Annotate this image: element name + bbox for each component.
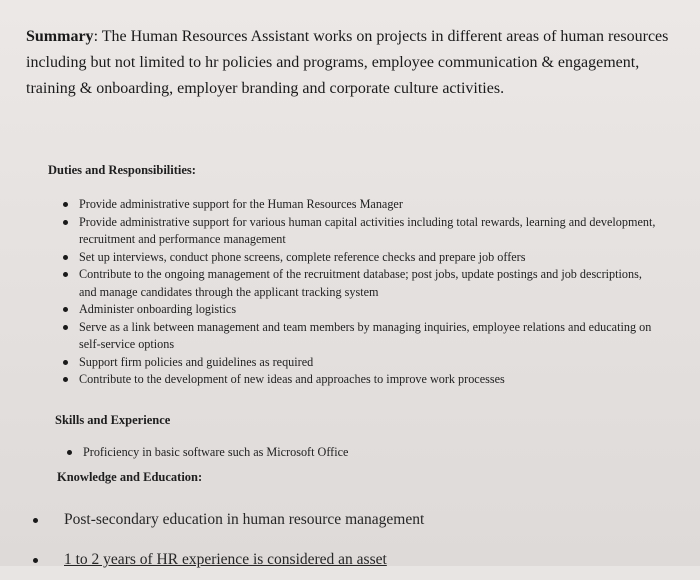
list-item: Contribute to the ongoing management of the recruitment database; post jobs, update postings and job descriptions, and manage candidates through the applicant tracking system (60, 266, 660, 301)
list-item: Set up interviews, conduct phone screens, complete reference checks and prepare job offers (60, 249, 660, 267)
education-list (30, 500, 424, 580)
list-item: Administer onboarding logistics (60, 301, 660, 319)
list-item: Serve as a link between management and team members by managing inquiries, employee relations and educating on self-service options (60, 319, 660, 354)
duties-heading: Duties and Responsibilities: (48, 163, 196, 177)
list-item: Support firm policies and guidelines as required (60, 354, 660, 372)
list-item: 1 to 2 years of HR experience is considered an asset (30, 540, 424, 580)
skills-heading: Skills and Experience (55, 413, 171, 427)
list-item: Contribute to the development of new ideas and approaches to improve work processes (60, 371, 660, 389)
skills-list (64, 444, 348, 461)
summary-text: : The Human Resources Assistant works on projects in different areas of human resources including but not limited to hr policies and programs, employee communication & engagement, training & onboarding, employer branding and corporate culture activities. (26, 28, 669, 97)
list-item: Provide administrative support for the Human Resources Manager (60, 196, 660, 214)
list-item: Post-secondary education in human resource management (30, 500, 424, 540)
list-item: Provide administrative support for various human capital activities including total rewards, learning and development, recruitment and performance management (60, 214, 660, 249)
summary-label: Summary (26, 28, 94, 45)
list-item: Proficiency in basic software such as Microsoft Office (64, 444, 348, 461)
duties-list (60, 196, 660, 389)
summary-paragraph (26, 24, 676, 102)
education-heading: Knowledge and Education: (57, 470, 203, 484)
